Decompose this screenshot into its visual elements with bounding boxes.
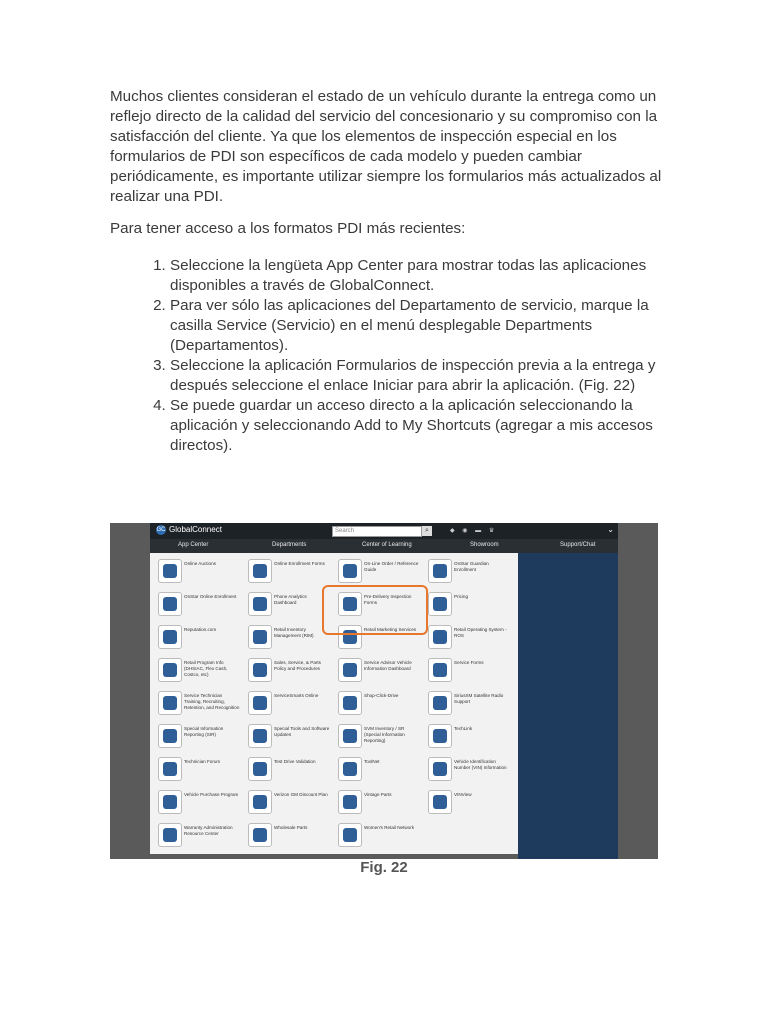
app-tile[interactable]	[246, 788, 330, 816]
app-icon	[338, 790, 362, 814]
app-tile[interactable]	[336, 821, 420, 849]
app-tile[interactable]	[246, 722, 330, 750]
globalconnect-header	[150, 523, 618, 539]
app-label: Special Information Reporting (SIR)	[184, 726, 224, 737]
app-icon	[158, 724, 182, 748]
app-label: Vintage Parts	[364, 792, 392, 797]
app-icon	[338, 724, 362, 748]
app-icon	[248, 592, 272, 616]
intro-paragraph: Muchos clientes consideran el estado de un vehículo durante la entrega como un reflejo directo de la calidad del servicio del concesionario y su compromiso con la satisfacción del cliente. Ya que los elementos de inspección especial en los formularios de PDI son específicos de cada modelo y pueden cambiar periódicamente, es importante utilizar siempre los formularios más actualizados al realizar una PDI.	[110, 88, 662, 205]
tab-support-chat[interactable]: Support/Chat	[560, 542, 596, 548]
app-tile[interactable]	[246, 689, 330, 717]
app-tile[interactable]	[336, 755, 420, 783]
gc-logo-icon: GC	[156, 527, 166, 533]
app-label: On-Line Order / Reference Guide	[364, 561, 419, 572]
app-icon	[248, 790, 272, 814]
app-tile[interactable]	[156, 656, 240, 684]
app-tile[interactable]	[426, 623, 510, 651]
app-tile[interactable]	[336, 557, 420, 585]
step-4: 4. Se puede guardar un acceso directo a la aplicación seleccionando la aplicación y seleccionando Add to My Shortcuts (agregar a mis accesos directos).	[170, 396, 670, 456]
app-icon	[338, 658, 362, 682]
globalconnect-logo	[156, 525, 222, 535]
app-label: OnStar Guardian Enrollment	[454, 561, 489, 572]
app-label: Technician Forum	[184, 759, 221, 764]
app-tile[interactable]	[156, 722, 240, 750]
app-icon	[248, 691, 272, 715]
app-icon	[428, 658, 452, 682]
app-icon	[338, 757, 362, 781]
app-label: Pricing	[454, 594, 469, 599]
chevron-down-icon[interactable]: ⌄	[607, 525, 614, 534]
app-icon	[428, 757, 452, 781]
app-tile[interactable]	[156, 689, 240, 717]
app-label: Pre-Delivery Inspection Forms	[364, 594, 412, 605]
app-icon	[248, 724, 272, 748]
app-icon	[248, 823, 272, 847]
app-label: SVM Inventory / SR (Special Information Reporting)	[364, 726, 405, 743]
app-icon	[158, 790, 182, 814]
app-label: Service Technician Training, Recruiting, Retention, and Recognition	[184, 693, 240, 710]
app-tile[interactable]	[246, 821, 330, 849]
app-label: VINView	[454, 792, 472, 797]
app-icon	[338, 559, 362, 583]
tab-showroom[interactable]: Showroom	[470, 542, 499, 548]
app-label: Sales, Service, & Parts Policy and Procedures	[274, 660, 321, 671]
app-label: Service Forms	[454, 660, 484, 665]
app-tile[interactable]	[426, 656, 510, 684]
app-tile[interactable]	[156, 623, 240, 651]
app-icon	[428, 691, 452, 715]
figure-caption: Fig. 22	[360, 859, 408, 876]
app-label: Service Advisor Vehicle Information Dashboard	[364, 660, 412, 671]
app-tile[interactable]	[246, 623, 330, 651]
app-tile[interactable]	[246, 590, 330, 618]
app-tile[interactable]	[156, 755, 240, 783]
app-title: GlobalConnect	[169, 525, 222, 535]
app-icon	[248, 757, 272, 781]
app-icon	[158, 658, 182, 682]
access-intro: Para tener acceso a los formatos PDI más recientes:	[110, 220, 466, 237]
app-tile[interactable]	[426, 689, 510, 717]
app-icon	[248, 658, 272, 682]
app-icon	[338, 823, 362, 847]
app-icon	[428, 559, 452, 583]
app-label: Warranty Administration Resource Center	[184, 825, 233, 836]
app-label: OnStar Online Enrollment	[184, 594, 237, 599]
app-icon	[158, 823, 182, 847]
app-tile[interactable]	[426, 590, 510, 618]
app-tile[interactable]	[246, 755, 330, 783]
app-label: Shop-Click-Drive	[364, 693, 399, 698]
steps-list	[110, 256, 670, 456]
app-tile[interactable]	[156, 821, 240, 849]
app-label: Test Drive Validation	[274, 759, 316, 764]
app-label: Wholesale Parts	[274, 825, 308, 830]
app-icon	[158, 691, 182, 715]
app-icon	[428, 592, 452, 616]
search-input[interactable]: Search	[332, 526, 422, 537]
app-label: SiriusXM Satellite Radio Support	[454, 693, 504, 704]
step-1: 1. Seleccione la lengüeta App Center para mostrar todas las aplicaciones disponibles a través de GlobalConnect.	[170, 256, 670, 296]
app-tile[interactable]	[156, 557, 240, 585]
app-label: Women's Retail Network	[364, 825, 415, 830]
search-icon[interactable]: ⌕	[422, 526, 432, 536]
app-label: ServiceSmarts Online	[274, 693, 319, 698]
app-label: Reputation.com	[184, 627, 217, 632]
app-icon	[248, 625, 272, 649]
tab-app-center[interactable]: App Center	[178, 542, 209, 548]
app-label: TechLink	[454, 726, 473, 731]
step-3: 3. Seleccione la aplicación Formularios de inspección previa a la entrega y después seleccione el enlace Iniciar para abrir la aplicación. (Fig. 22)	[170, 356, 670, 396]
highlight-box	[322, 585, 428, 635]
app-label: Vehicle Identification Number (VIN) Information	[454, 759, 507, 770]
figure-screenshot	[110, 523, 658, 859]
app-label: Online Auctions	[184, 561, 216, 566]
app-icon	[338, 691, 362, 715]
app-tile[interactable]	[426, 788, 510, 816]
app-tile[interactable]	[336, 689, 420, 717]
app-tile[interactable]	[336, 788, 420, 816]
app-label: Retail Program Info (DHSIAC, Flex Cash, Costco, etc)	[184, 660, 228, 677]
app-tile[interactable]	[156, 590, 240, 618]
app-icon	[158, 592, 182, 616]
app-icon	[158, 625, 182, 649]
app-tile[interactable]	[246, 656, 330, 684]
globalconnect-nav	[150, 539, 618, 553]
app-icon	[158, 559, 182, 583]
app-tile[interactable]	[426, 557, 510, 585]
app-icon	[158, 757, 182, 781]
app-label: Phone Analytics Dashboard	[274, 594, 307, 605]
app-label: Retail Operating System - ROS	[454, 627, 507, 638]
app-icon	[428, 724, 452, 748]
app-tile[interactable]	[156, 788, 240, 816]
step-2: 2. Para ver sólo las aplicaciones del Departamento de servicio, marque la casilla Service (Servicio) en el menú desplegable Departments (Departamentos).	[170, 296, 670, 356]
app-label: ToolNet	[364, 759, 380, 764]
app-label: Retail Inventory Management (RIM)	[274, 627, 314, 638]
app-tile[interactable]	[336, 722, 420, 750]
app-label: Verizon GM Discount Plan	[274, 792, 328, 797]
app-tile[interactable]	[246, 557, 330, 585]
app-tile[interactable]	[336, 656, 420, 684]
right-panel	[518, 553, 618, 859]
app-label: Retail Marketing Services	[364, 627, 417, 632]
app-icon	[428, 625, 452, 649]
app-tile[interactable]	[426, 755, 510, 783]
brand-logos: ◆ ◉ ▬ ♛	[450, 528, 498, 534]
app-label: Online Enrollment Forms	[274, 561, 325, 566]
app-icon	[428, 790, 452, 814]
tab-center-of-learning[interactable]: Center of Learning	[362, 542, 412, 548]
app-label: Vehicle Purchase Program	[184, 792, 239, 797]
tab-departments[interactable]: Departments	[272, 542, 307, 548]
app-tile[interactable]	[426, 722, 510, 750]
app-label: Special Tools and Software Updates	[274, 726, 330, 737]
app-icon	[248, 559, 272, 583]
